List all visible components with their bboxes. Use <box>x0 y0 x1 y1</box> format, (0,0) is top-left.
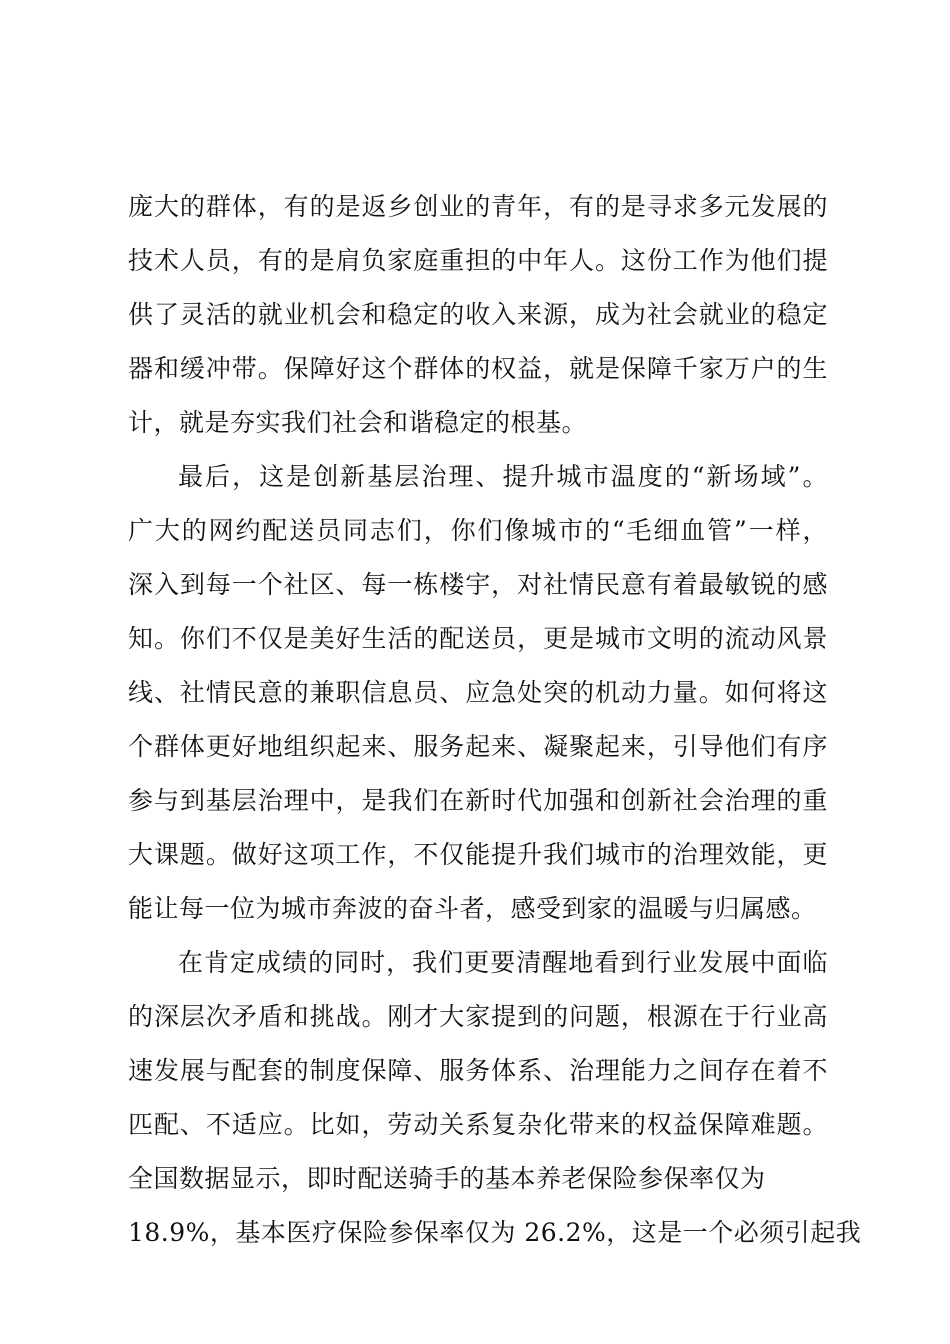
text-line: 器和缓冲带。保障好这个群体的权益，就是保障千家万户的生 <box>128 354 828 383</box>
text-line: 匹配、不适应。比如，劳动关系复杂化带来的权益保障难题。 <box>128 1110 828 1139</box>
text-line: 能让每一位为城市奔波的奋斗者，感受到家的温暖与归属感。 <box>128 894 817 923</box>
text-line: 技术人员，有的是肩负家庭重担的中年人。这份工作为他们提 <box>128 246 828 275</box>
text-line: 知。你们不仅是美好生活的配送员，更是城市文明的流动风景 <box>128 624 828 653</box>
document-body <box>128 180 862 1260</box>
text-line: 个群体更好地组织起来、服务起来、凝聚起来，引导他们有序 <box>128 732 828 761</box>
text-line: 参与到基层治理中，是我们在新时代加强和创新社会治理的重 <box>128 786 828 815</box>
text-line: 在肯定成绩的同时，我们更要清醒地看到行业发展中面临 <box>178 948 828 977</box>
text-line: 全国数据显示，即时配送骑手的基本养老保险参保率仅为 <box>128 1164 766 1193</box>
text-line: 计，就是夯实我们社会和谐稳定的根基。 <box>128 408 588 437</box>
text-line: 速发展与配套的制度保障、服务体系、治理能力之间存在着不 <box>128 1056 828 1085</box>
text-line: 18.9%，基本医疗保险参保率仅为 26.2%，这是一个必须引起我 <box>128 1218 862 1247</box>
text-line: 线、社情民意的兼职信息员、应急处突的机动力量。如何将这 <box>128 678 828 707</box>
text-line: 庞大的群体，有的是返乡创业的青年，有的是寻求多元发展的 <box>128 192 828 221</box>
text-line: 的深层次矛盾和挑战。刚才大家提到的问题，根源在于行业高 <box>128 1002 828 1031</box>
text-line: 深入到每一个社区、每一栋楼宇，对社情民意有着最敏锐的感 <box>128 570 828 599</box>
text-line: 最后，这是创新基层治理、提升城市温度的“新场域”。 <box>178 462 828 491</box>
text-line: 广大的网约配送员同志们，你们像城市的“毛细血管”一样， <box>128 516 828 545</box>
text-line: 供了灵活的就业机会和稳定的收入来源，成为社会就业的稳定 <box>128 300 828 329</box>
text-line: 大课题。做好这项工作，不仅能提升我们城市的治理效能，更 <box>128 840 828 869</box>
